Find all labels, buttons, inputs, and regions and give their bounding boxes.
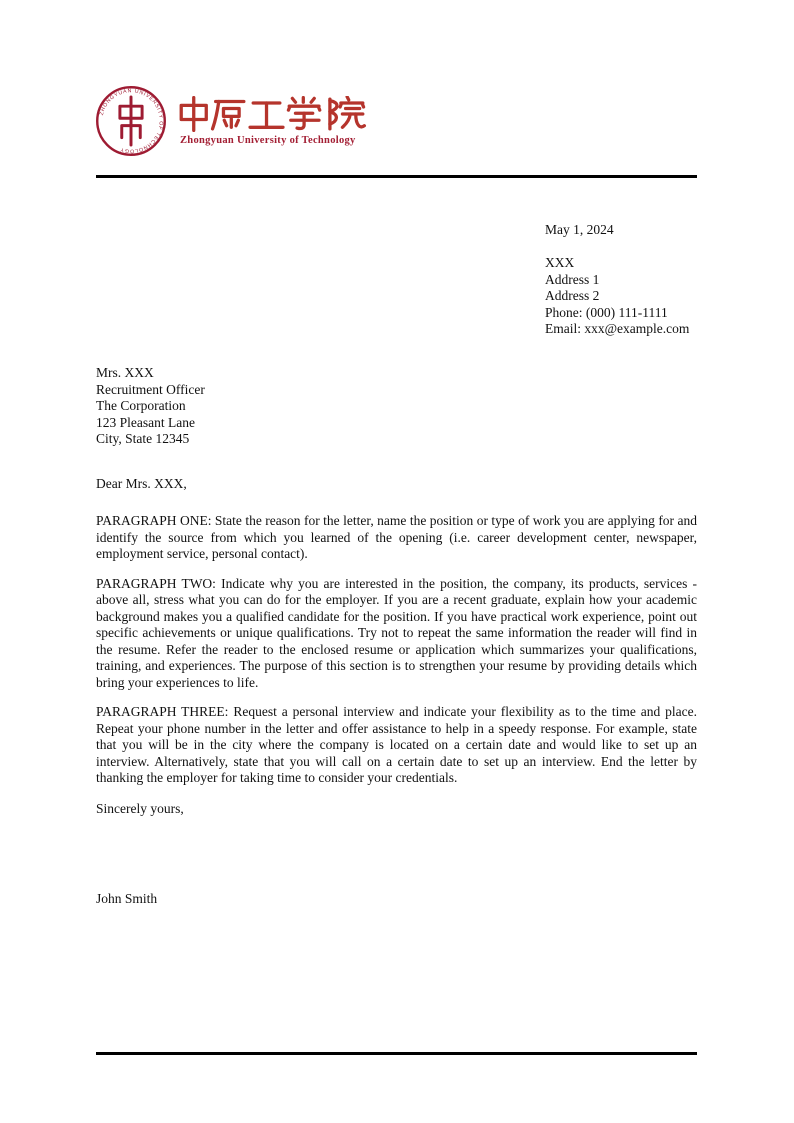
seal-center-emblem-icon bbox=[120, 97, 142, 145]
salutation: Dear Mrs. XXX, bbox=[96, 476, 187, 491]
paragraph-three: PARAGRAPH THREE: Request a personal interview and indicate your flexibility as to the time and place. Repeat your phone number in the letter and offer assistance to help in a speedy response. For example, state that you will be in the city where the company is located on a certain date and would like to set up an interview. Alternatively, state that you will call on a certain date to set up an interview. End the letter by thanking the employer for taking time to consider your credentials. bbox=[96, 704, 697, 785]
header-divider bbox=[96, 175, 697, 178]
recipient-block bbox=[96, 365, 205, 448]
sender-email: Email: xxx@example.com bbox=[545, 321, 690, 336]
sender-phone: Phone: (000) 111-1111 bbox=[545, 304, 668, 320]
sender-block bbox=[545, 222, 689, 338]
recipient-street: 123 Pleasant Lane bbox=[96, 414, 195, 430]
letterhead-brand bbox=[177, 96, 367, 146]
university-seal-icon bbox=[94, 84, 168, 158]
footer-divider bbox=[96, 1052, 697, 1055]
seal-ring-text: ZHONGYUAN UNIVERSITY OF TECHNOLOGY bbox=[98, 88, 164, 154]
sender-name: XXX bbox=[545, 255, 575, 270]
university-name-en: Zhongyuan University of Technology bbox=[180, 135, 356, 146]
letter-body bbox=[96, 513, 697, 908]
sender-address-line1: Address 1 bbox=[545, 271, 600, 287]
recipient-company: The Corporation bbox=[96, 398, 186, 413]
letterhead bbox=[94, 84, 367, 158]
university-name-cn-calligraphy bbox=[177, 96, 367, 132]
recipient-city: City, State 12345 bbox=[96, 431, 190, 446]
closing: Sincerely yours, bbox=[96, 800, 184, 816]
paragraph-one: PARAGRAPH ONE: State the reason for the letter, name the position or type of work you are applying for and identify the source from which you learned of the opening (i.e. career development center, newspaper, employment service, personal contact). bbox=[96, 513, 697, 561]
sender-address-line2: Address 2 bbox=[545, 288, 600, 303]
letter-date: May 1, 2024 bbox=[545, 222, 614, 237]
signature-name: John Smith bbox=[96, 891, 158, 906]
paragraph-two: PARAGRAPH TWO: Indicate why you are interested in the position, the company, its products, services - above all, stress what you can do for the employer. If you are a recent graduate, explain how your academic background makes you a qualified candidate for the position. If you have practical work experience, point out specific achievements or unique qualifications. Try not to repeat the same information the reader will find in the resume. Refer the reader to the enclosed resume or application which summarizes your qualifications, training, and experiences. The purpose of this section is to strengthen your resume by providing details which bring your experiences to life. bbox=[96, 575, 697, 690]
recipient-name: Mrs. XXX bbox=[96, 365, 154, 380]
recipient-title: Recruitment Officer bbox=[96, 381, 205, 397]
